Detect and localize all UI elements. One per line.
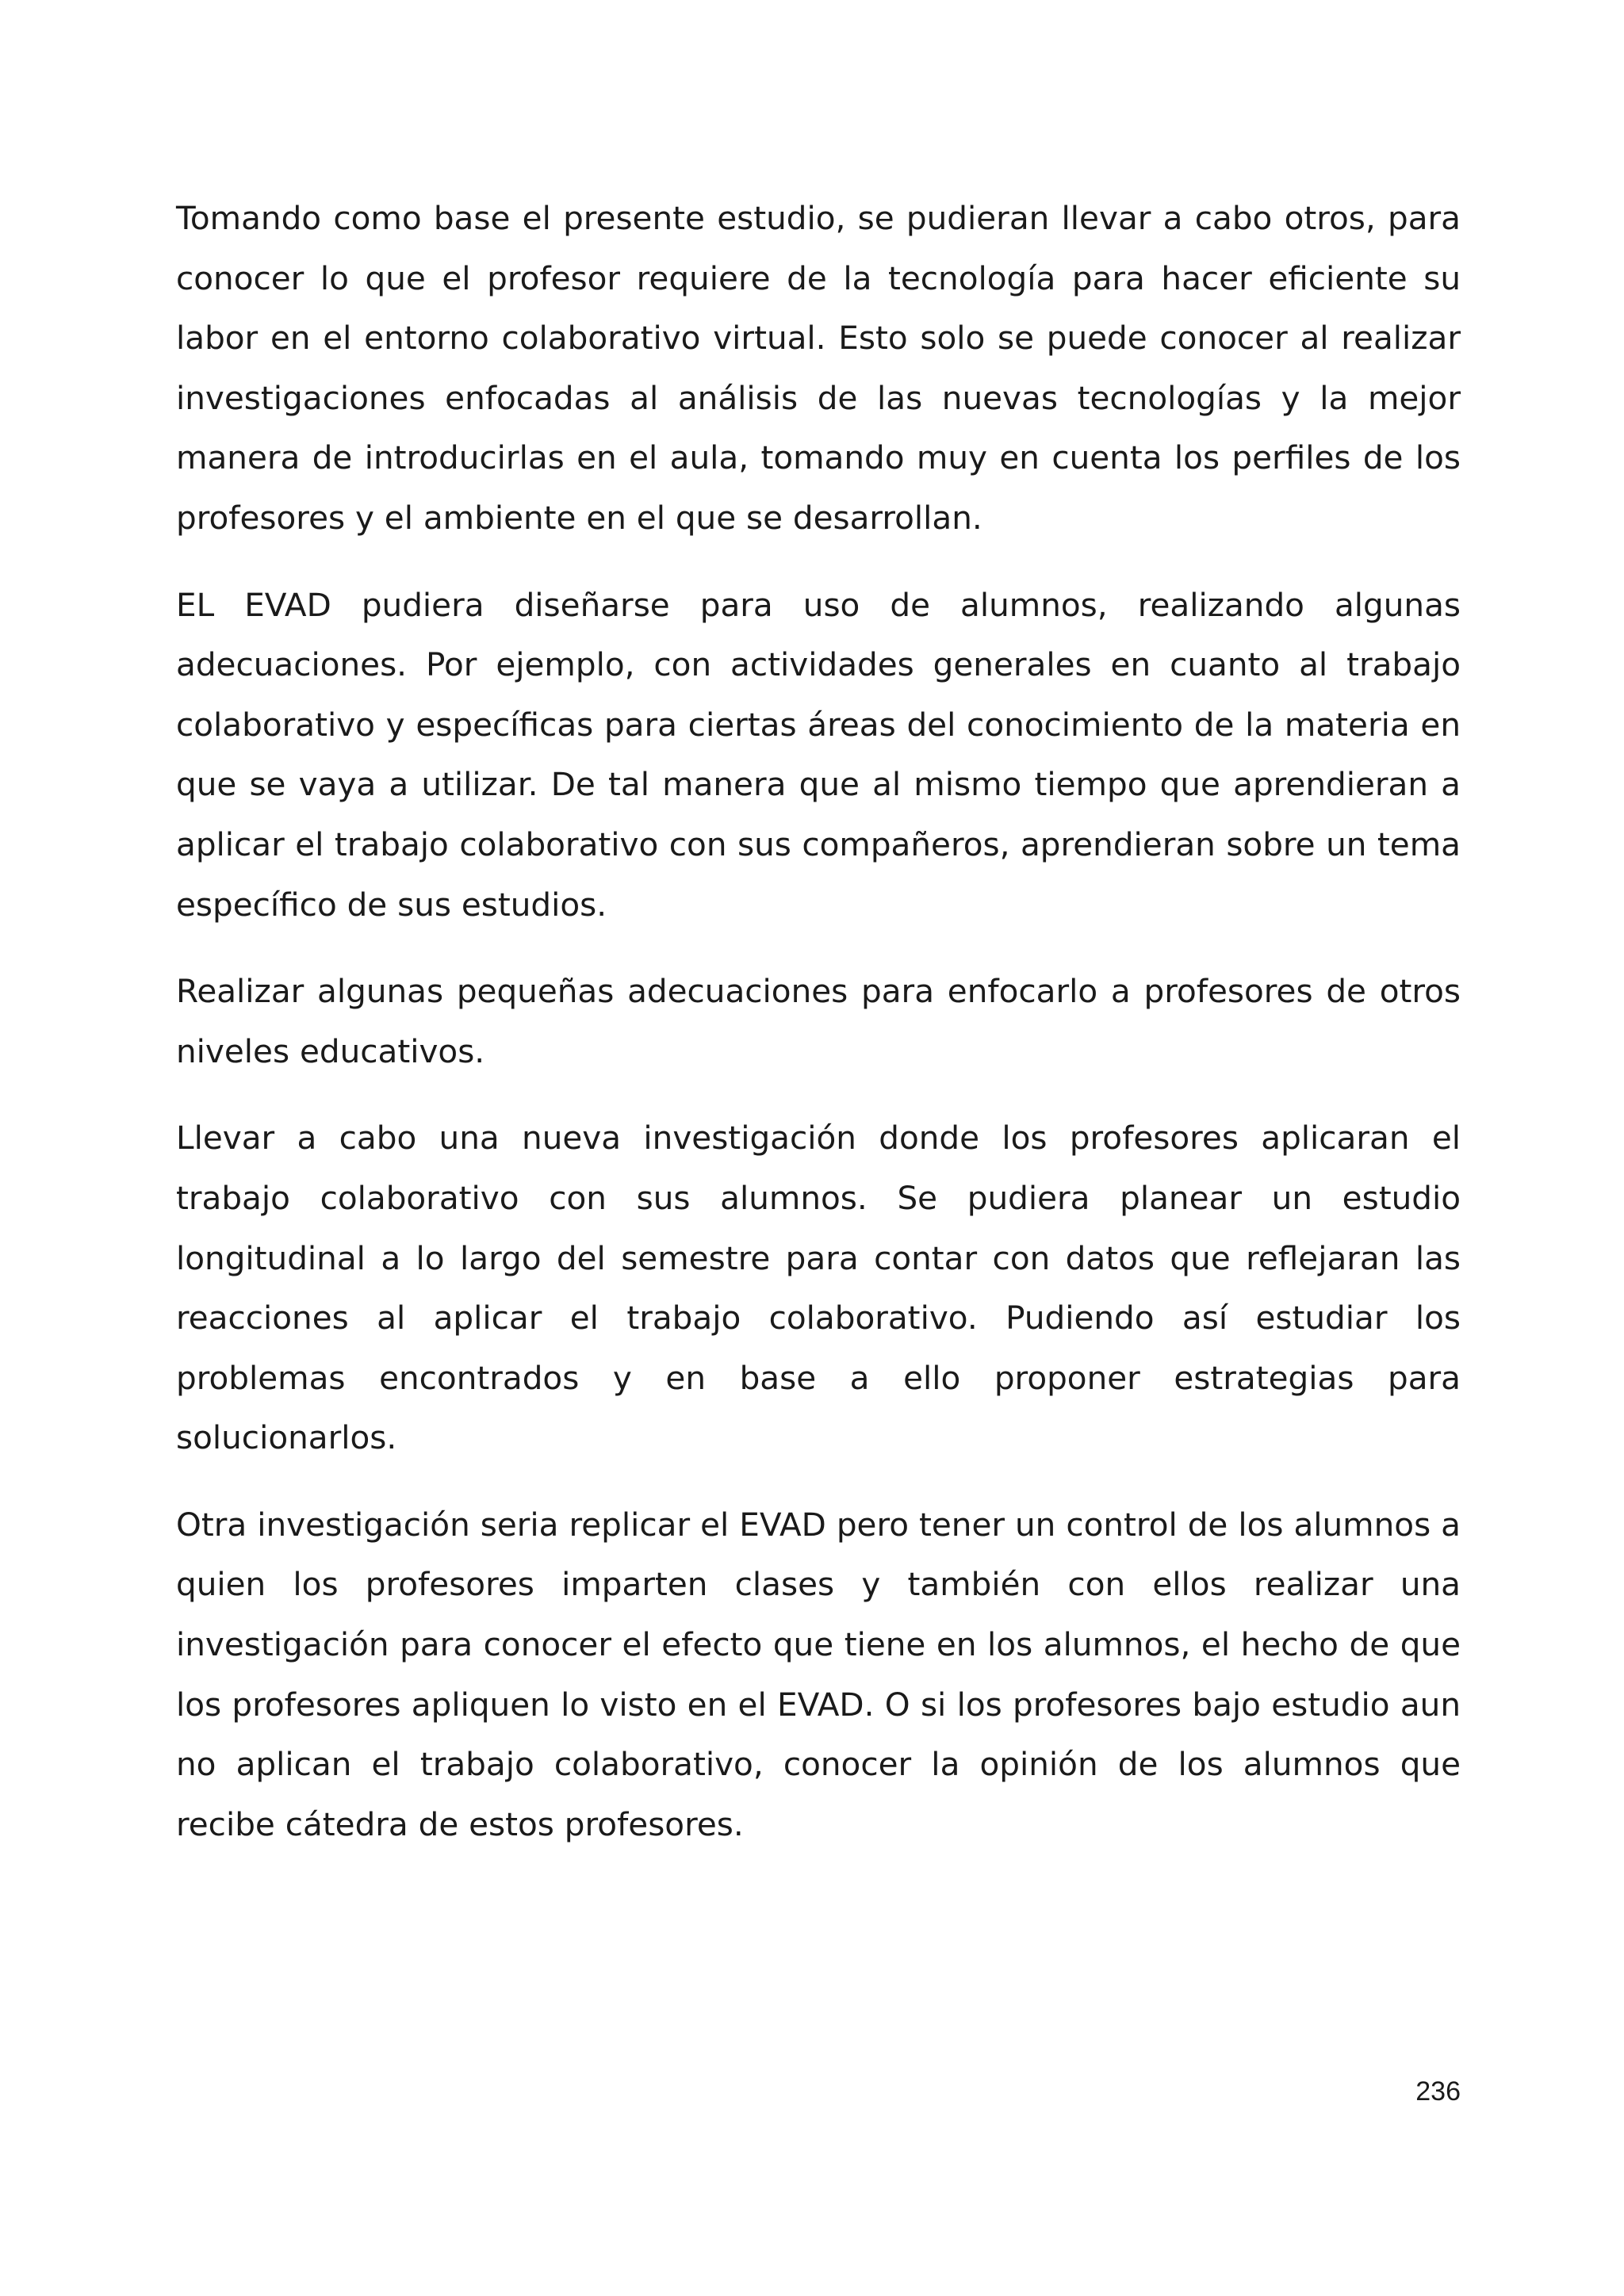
paragraph-2: EL EVAD pudiera diseñarse para uso de alumnos, realizando algunas adecuaciones. Por ejemplo, con actividades generales en cuanto al trabajo colaborativo y específicas para ciertas áreas del conocimiento de la materia en que se vaya a utilizar. De tal manera que al mismo tiempo que aprendieran a aplicar el trabajo colaborativo con sus compañeros, aprendieran sobre un tema específico de sus estudios.	[176, 585, 1461, 924]
paragraph-3: Realizar algunas pequeñas adecuaciones para enfocarlo a profesores de otros niveles educativos.	[176, 972, 1461, 1070]
body-text	[176, 189, 1461, 1881]
page-number: 236	[1415, 2076, 1461, 2107]
paragraph-4: Llevar a cabo una nueva investigación donde los profesores aplicaran el trabajo colaborativo con sus alumnos. Se pudiera planear un estudio longitudinal a lo largo del semestre para contar con datos que reflejaran las reacciones al aplicar el trabajo colaborativo. Pudiendo así estudiar los problemas encontrados y en base a ello proponer estrategias para solucionarlos.	[176, 1119, 1461, 1457]
paragraph-5: Otra investigación seria replicar el EVAD pero tener un control de los alumnos a quien los profesores imparten clases y también con ellos realizar una investigación para conocer el efecto que tiene en los alumnos, el hecho de que los profesores apliquen lo visto en el EVAD. O si los profesores bajo estudio aun no aplican el trabajo colaborativo, conocer la opinión de los alumnos que recibe cátedra de estos profesores.	[176, 1505, 1461, 1843]
paragraph-1: Tomando como base el presente estudio, se pudieran llevar a cabo otros, para conocer lo que el profesor requiere de la tecnología para hacer eficiente su labor en el entorno colaborativo virtual. Esto solo se puede conocer al realizar investigaciones enfocadas al análisis de las nuevas tecnologías y la mejor manera de introducirlas en el aula, tomando muy en cuenta los perfiles de los profesores y el ambiente en el que se desarrollan.	[176, 199, 1461, 537]
